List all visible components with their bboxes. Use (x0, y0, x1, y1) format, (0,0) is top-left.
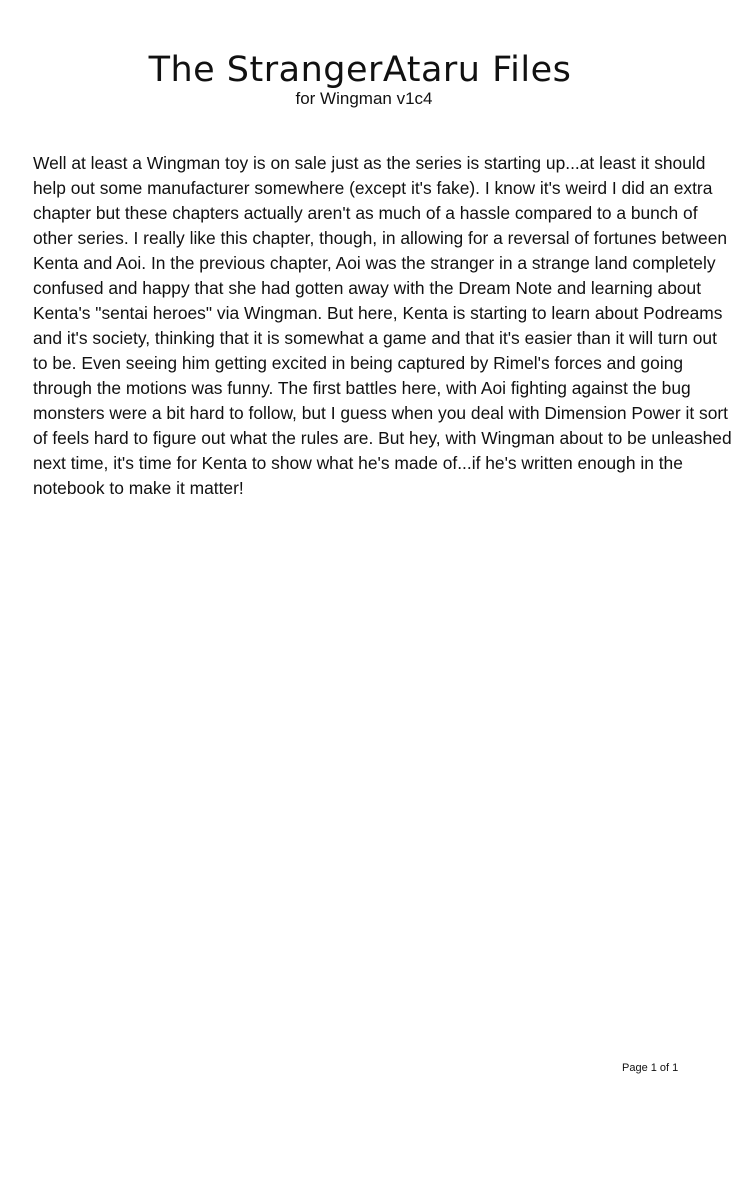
document-subtitle: for Wingman v1c4 (295, 89, 433, 108)
body-paragraph: Well at least a Wingman toy is on sale just as the series is starting up...at least it should help out some manufacturer somewhere (except it's fake). I know it's weird I did an extra chapter but these chapters actually aren't as much of a hassle compared to a bunch of other series. I really like this chapter, though, in allowing for a reversal of fortunes between Kenta and Aoi. In the previous chapter, Aoi was the stranger in a strange land completely confused and happy that she had gotten away with the Dream Note and learning about Kenta's "sentai heroes" via Wingman. But here, Kenta is starting to learn about Podreams and it's society, thinking that it is somewhat a game and that it's easier than it will turn out to be. Even seeing him getting excited in being captured by Rimel's forces and going through the motions was funny. The first battles here, with Aoi fighting against the bug monsters were a bit hard to follow, but I guess when you deal with Dimension Power it sort of feels hard to figure out what the rules are. But hey, with Wingman about to be unleashed next time, it's time for Kenta to show what he's made of...if he's written enough in the notebook to make it matter! (33, 153, 732, 498)
page-number: Page 1 of 1 (622, 1062, 679, 1074)
document-title: The StrangerAtaru Files (148, 50, 572, 90)
